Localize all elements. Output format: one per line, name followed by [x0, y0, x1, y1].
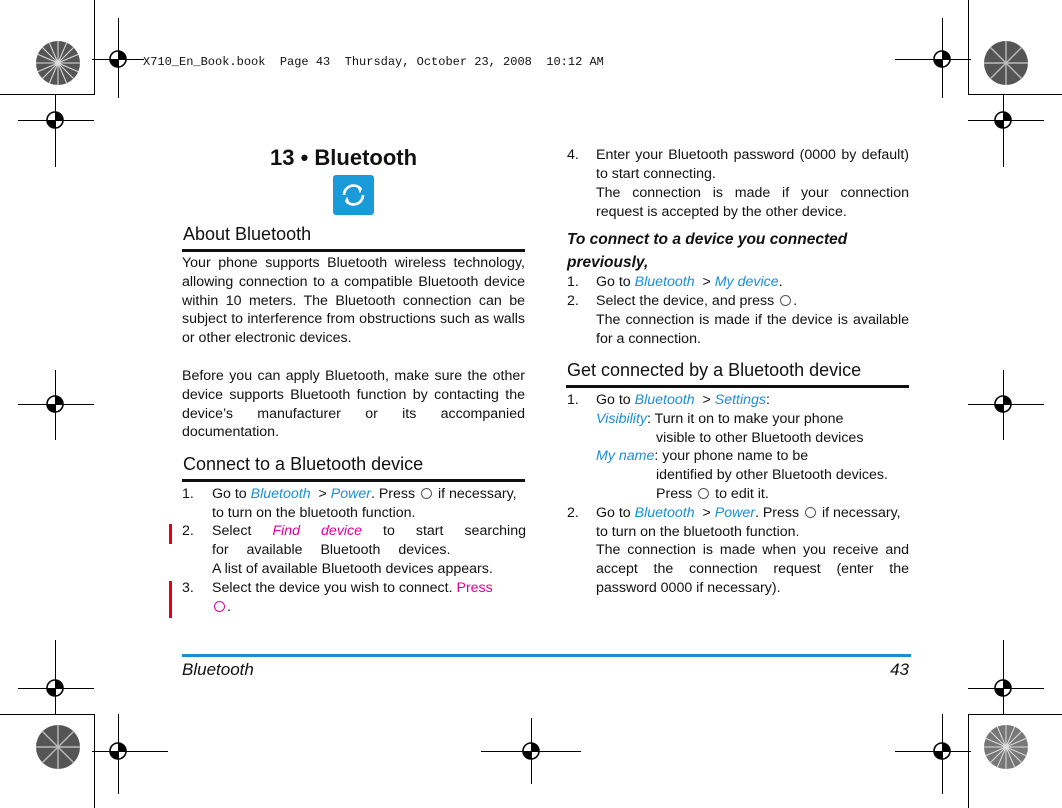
- setting-text: to edit it.: [711, 486, 769, 502]
- change-bar: [169, 524, 172, 544]
- setting-text: : Turn it on to make your phone: [647, 411, 844, 427]
- menu-link-bluetooth[interactable]: Bluetooth: [634, 392, 695, 408]
- setting-text: : your phone name to be: [654, 448, 809, 464]
- step-text: to start searching for available Bluetooth devices.: [212, 523, 526, 558]
- my-name-setting: [596, 447, 909, 466]
- previous-step-1: [596, 273, 909, 292]
- starburst-target-icon: [981, 722, 1031, 772]
- ok-key-icon: [698, 488, 709, 499]
- section-heading-get-connected: Get connected by a Bluetooth device: [567, 360, 862, 380]
- step-number: 1.: [567, 392, 579, 408]
- step-text: :: [766, 392, 770, 408]
- connect-step-4-note: The connection is made if your connection request is accepted by the other device.: [596, 185, 909, 220]
- footer-section-name: Bluetooth: [182, 660, 254, 679]
- step-text: Go to: [596, 392, 635, 408]
- ok-key-icon: [421, 488, 432, 499]
- menu-link-find-device[interactable]: Find device: [272, 523, 363, 539]
- step-number: 2.: [567, 293, 579, 309]
- press-text: Press: [456, 580, 493, 596]
- arrow-text: >: [694, 505, 715, 521]
- step-text: Go to: [596, 505, 635, 521]
- menu-link-power[interactable]: Power: [714, 505, 755, 521]
- step-text: Go to: [596, 274, 635, 290]
- get-step-1: [596, 391, 909, 410]
- print-header-stamp: X710_En_Book.book Page 43 Thursday, October 23, 2008 10:12 AM: [143, 55, 604, 69]
- bluetooth-sync-icon: [333, 175, 374, 215]
- arrow-text: >: [694, 274, 715, 290]
- footer-rule: [182, 654, 911, 657]
- step-text: Select the device, and press: [596, 293, 779, 309]
- setting-text: Press: [656, 486, 697, 502]
- step-number: 2.: [567, 505, 579, 521]
- step-number: 3.: [182, 580, 194, 596]
- menu-link-bluetooth[interactable]: Bluetooth: [250, 486, 311, 502]
- arrow-text: >: [310, 486, 331, 502]
- visibility-setting: [596, 410, 909, 429]
- arrow-text: >: [694, 392, 715, 408]
- my-name-label[interactable]: My name: [596, 448, 655, 464]
- visibility-label[interactable]: Visibility: [596, 411, 647, 427]
- ok-key-icon: [780, 295, 791, 306]
- step-text: Select the device you wish to connect.: [212, 580, 457, 596]
- about-paragraph-2: Before you can apply Bluetooth, make sure the other device supports Bluetooth function by contacting the device’s manufacturer or its accompanied documentation.: [182, 368, 525, 441]
- chapter-title: 13 • Bluetooth: [270, 145, 418, 170]
- ok-key-icon: [214, 601, 225, 612]
- ok-key-icon: [805, 507, 816, 518]
- connect-step-3: [212, 579, 526, 617]
- get-step-2: [596, 504, 909, 542]
- menu-link-power[interactable]: Power: [330, 486, 371, 502]
- menu-link-bluetooth[interactable]: Bluetooth: [634, 274, 695, 290]
- step-text: if necessary, to turn on the bluetooth function.: [596, 505, 901, 540]
- step-text: Go to: [212, 486, 251, 502]
- menu-link-settings[interactable]: Settings: [714, 392, 766, 408]
- step-text: Select: [212, 523, 273, 539]
- about-paragraph-1: Your phone supports Bluetooth wireless technology, allowing connection to a compatible Bluetooth device within 10 meters. The Bluetooth connection can be subject to interference from obstructions such as walls or other electronic devices.: [182, 255, 525, 347]
- change-bar: [169, 581, 172, 618]
- step-text: . Press: [754, 505, 804, 521]
- previous-connection-heading: To connect to a device you connected previously,: [567, 231, 848, 271]
- menu-link-my-device[interactable]: My device: [714, 274, 779, 290]
- section-heading-connect: Connect to a Bluetooth device: [183, 454, 424, 474]
- starburst-target-icon: [33, 38, 83, 88]
- starburst-target-icon: [33, 722, 83, 772]
- step-number: 1.: [567, 274, 579, 290]
- step-number: 4.: [567, 147, 579, 163]
- page-number: 43: [890, 660, 909, 679]
- step-number: 2.: [182, 523, 194, 539]
- step-text: .: [778, 274, 783, 290]
- section-heading-about: About Bluetooth: [183, 224, 312, 244]
- step-text: .: [227, 598, 231, 615]
- get-step-2-note: The connection is made when you receive and accept the connection request (enter the password 0000 if necessary).: [596, 542, 909, 596]
- starburst-target-icon: [981, 38, 1031, 88]
- step-text: .: [793, 293, 798, 309]
- previous-step-2-note: The connection is made if the device is available for a connection.: [596, 312, 909, 347]
- my-name-setting-edit: [656, 485, 769, 504]
- connect-step-2-note: A list of available Bluetooth devices appears.: [212, 561, 493, 577]
- connect-step-4: Enter your Bluetooth password (0000 by default) to start connecting.: [596, 147, 909, 182]
- visibility-setting-cont: visible to other Bluetooth devices: [656, 430, 864, 446]
- step-number: 1.: [182, 486, 194, 502]
- step-text: if necessary, to turn on the bluetooth function.: [212, 486, 517, 521]
- my-name-setting-cont: identified by other Bluetooth devices.: [656, 467, 888, 483]
- connect-step-1: [212, 485, 526, 523]
- previous-step-2: [596, 292, 909, 311]
- connect-step-2: [212, 522, 526, 560]
- step-text: . Press: [370, 486, 420, 502]
- menu-link-bluetooth[interactable]: Bluetooth: [634, 505, 695, 521]
